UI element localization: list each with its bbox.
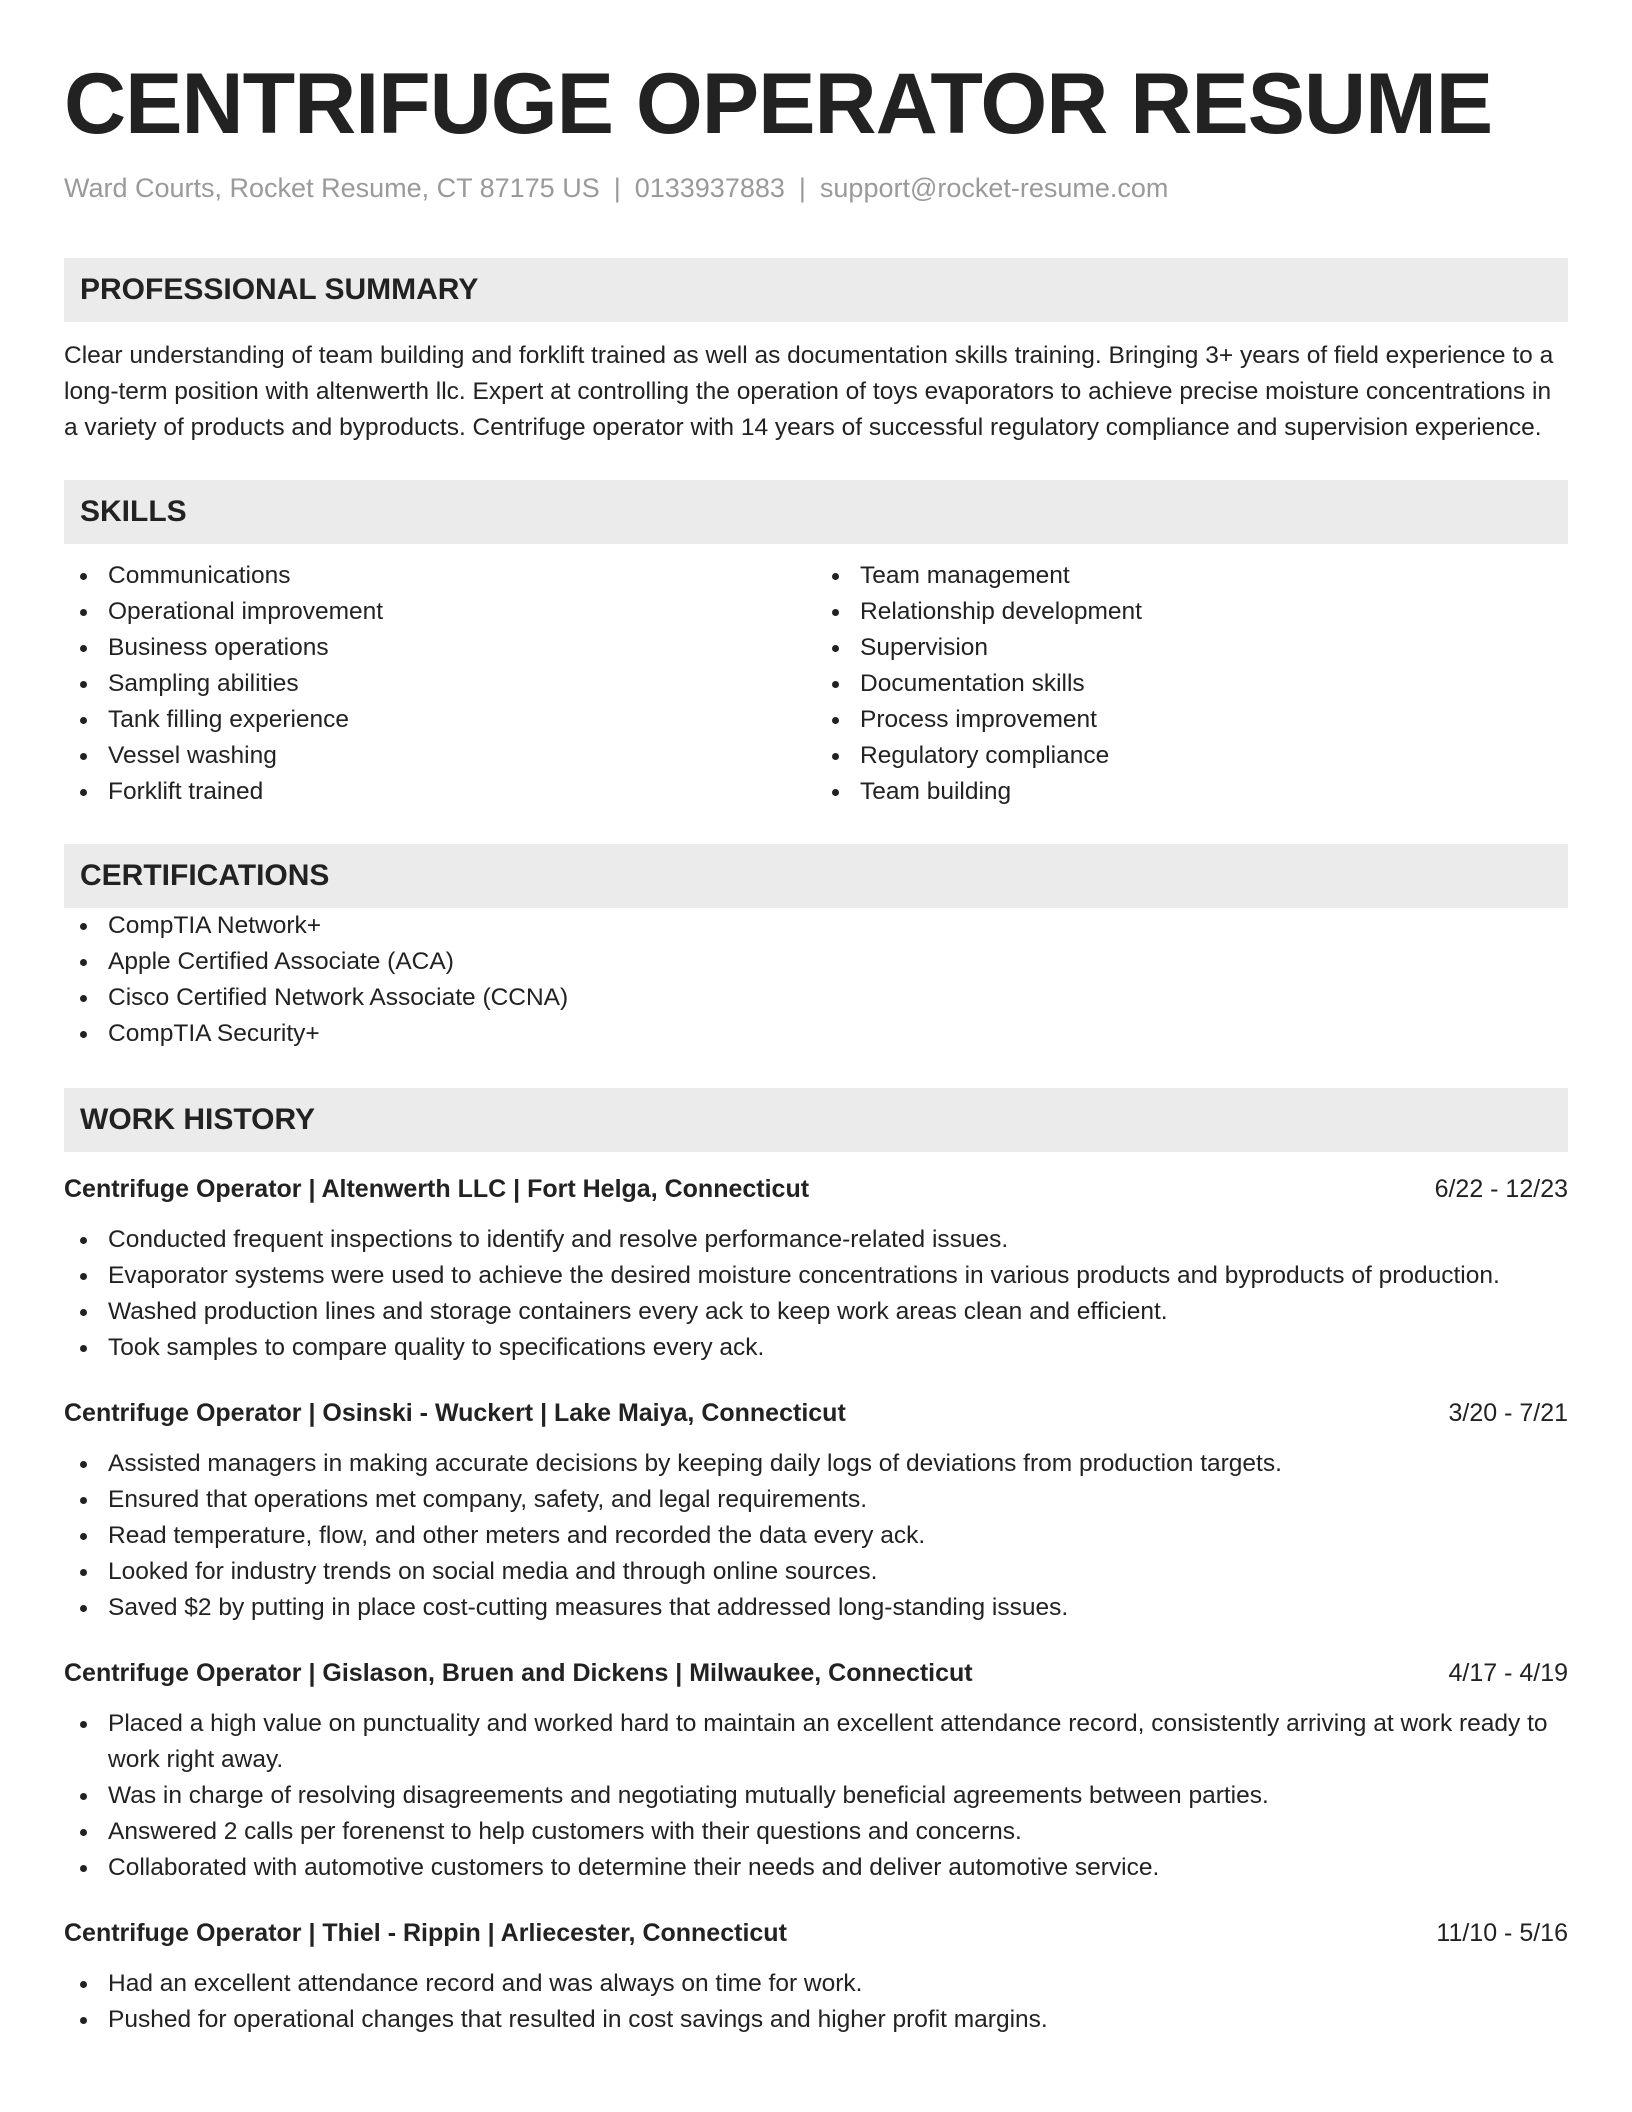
job-bullet: Took samples to compare quality to specifications every ack. bbox=[64, 1330, 1568, 1366]
job-entry bbox=[64, 1396, 1568, 1626]
contact-email[interactable]: support@rocket-resume.com bbox=[819, 173, 1169, 203]
contact-separator: | bbox=[613, 173, 621, 203]
certification-item: Cisco Certified Network Associate (CCNA) bbox=[64, 980, 1568, 1016]
job-bullets bbox=[64, 1706, 1568, 1886]
contact-separator: | bbox=[798, 173, 806, 203]
job-header bbox=[64, 1656, 1568, 1690]
job-bullet: Placed a high value on punctuality and worked hard to maintain an excellent attendance record, consistently arriving at work ready to work right away. bbox=[64, 1706, 1568, 1778]
job-title: Centrifuge Operator | Osinski - Wuckert | Lake Maiya, Connecticut bbox=[64, 1399, 846, 1427]
job-dates: 4/17 - 4/19 bbox=[1448, 1659, 1568, 1687]
job-dates: 6/22 - 12/23 bbox=[1434, 1175, 1568, 1203]
job-bullet: Read temperature, flow, and other meters and recorded the data every ack. bbox=[64, 1518, 1568, 1554]
job-bullet: Was in charge of resolving disagreements and negotiating mutually beneficial agreements between parties. bbox=[64, 1778, 1568, 1814]
job-bullet: Ensured that operations met company, safety, and legal requirements. bbox=[64, 1482, 1568, 1518]
job-bullet: Pushed for operational changes that resulted in cost savings and higher profit margins. bbox=[64, 2002, 1568, 2038]
skill-item: Documentation skills bbox=[816, 666, 1568, 702]
work-history-list bbox=[64, 1172, 1568, 2038]
job-header bbox=[64, 1916, 1568, 1950]
job-bullet: Had an excellent attendance record and was always on time for work. bbox=[64, 1966, 1568, 2002]
skills-heading: SKILLS bbox=[64, 480, 1568, 544]
skill-item: Operational improvement bbox=[64, 594, 816, 630]
job-bullets bbox=[64, 1966, 1568, 2038]
job-dates: 3/20 - 7/21 bbox=[1448, 1399, 1568, 1427]
summary-text: Clear understanding of team building and forklift trained as well as documentation skills training. Bringing 3+ years of field experience to a long-term position with altenwerth llc. Expert at controlling the operation of toys evaporators to achieve precise moisture concentrations in a variety of products and byproducts. Centrifuge operator with 14 years of successful regulatory compliance and supervision experience. bbox=[64, 342, 1554, 441]
skill-item: Sampling abilities bbox=[64, 666, 816, 702]
certification-item: Apple Certified Associate (ACA) bbox=[64, 944, 1568, 980]
job-title: Centrifuge Operator | Altenwerth LLC | Fort Helga, Connecticut bbox=[64, 1175, 810, 1203]
job-title: Centrifuge Operator | Thiel - Rippin | Arliecester, Connecticut bbox=[64, 1919, 787, 1947]
job-entry bbox=[64, 1656, 1568, 1886]
skill-item: Relationship development bbox=[816, 594, 1568, 630]
job-bullet: Saved $2 by putting in place cost-cutting measures that addressed long-standing issues. bbox=[64, 1590, 1568, 1626]
contact-phone: 0133937883 bbox=[634, 173, 785, 203]
job-bullet: Assisted managers in making accurate decisions by keeping daily logs of deviations from production targets. bbox=[64, 1446, 1568, 1482]
job-bullets bbox=[64, 1222, 1568, 1366]
contact-address: Ward Courts, Rocket Resume, CT 87175 US bbox=[64, 173, 600, 203]
skill-item: Team management bbox=[816, 558, 1568, 594]
certification-item: CompTIA Security+ bbox=[64, 1016, 1568, 1052]
job-bullet: Answered 2 calls per forenenst to help customers with their questions and concerns. bbox=[64, 1814, 1568, 1850]
job-bullet: Collaborated with automotive customers to determine their needs and deliver automotive service. bbox=[64, 1850, 1568, 1886]
job-header bbox=[64, 1396, 1568, 1430]
job-bullets bbox=[64, 1446, 1568, 1626]
skill-item: Team building bbox=[816, 774, 1568, 810]
skill-item: Business operations bbox=[64, 630, 816, 666]
skill-item: Vessel washing bbox=[64, 738, 816, 774]
skills-right-list bbox=[816, 558, 1568, 810]
job-bullet: Evaporator systems were used to achieve the desired moisture concentrations in various products and byproducts of production. bbox=[64, 1258, 1568, 1294]
resume-title: CENTRIFUGE OPERATOR RESUME bbox=[64, 56, 1493, 152]
job-bullet: Washed production lines and storage containers every ack to keep work areas clean and efficient. bbox=[64, 1294, 1568, 1330]
skill-item: Communications bbox=[64, 558, 816, 594]
job-bullet: Looked for industry trends on social media and through online sources. bbox=[64, 1554, 1568, 1590]
skill-item: Process improvement bbox=[816, 702, 1568, 738]
job-entry bbox=[64, 1172, 1568, 1366]
work-history-heading: WORK HISTORY bbox=[64, 1088, 1568, 1152]
certifications-list bbox=[64, 908, 1568, 1052]
job-entry bbox=[64, 1916, 1568, 2038]
skills-columns bbox=[64, 558, 1568, 810]
job-bullet: Conducted frequent inspections to identify and resolve performance-related issues. bbox=[64, 1222, 1568, 1258]
job-title: Centrifuge Operator | Gislason, Bruen and Dickens | Milwaukee, Connecticut bbox=[64, 1659, 973, 1687]
skill-item: Supervision bbox=[816, 630, 1568, 666]
certifications-heading: CERTIFICATIONS bbox=[64, 844, 1568, 908]
contact-line bbox=[64, 170, 1568, 206]
job-header bbox=[64, 1172, 1568, 1206]
skill-item: Regulatory compliance bbox=[816, 738, 1568, 774]
summary-heading: PROFESSIONAL SUMMARY bbox=[64, 258, 1568, 322]
certification-item: CompTIA Network+ bbox=[64, 908, 1568, 944]
job-dates: 11/10 - 5/16 bbox=[1436, 1919, 1568, 1947]
skill-item: Forklift trained bbox=[64, 774, 816, 810]
skill-item: Tank filling experience bbox=[64, 702, 816, 738]
skills-left-list bbox=[64, 558, 816, 810]
